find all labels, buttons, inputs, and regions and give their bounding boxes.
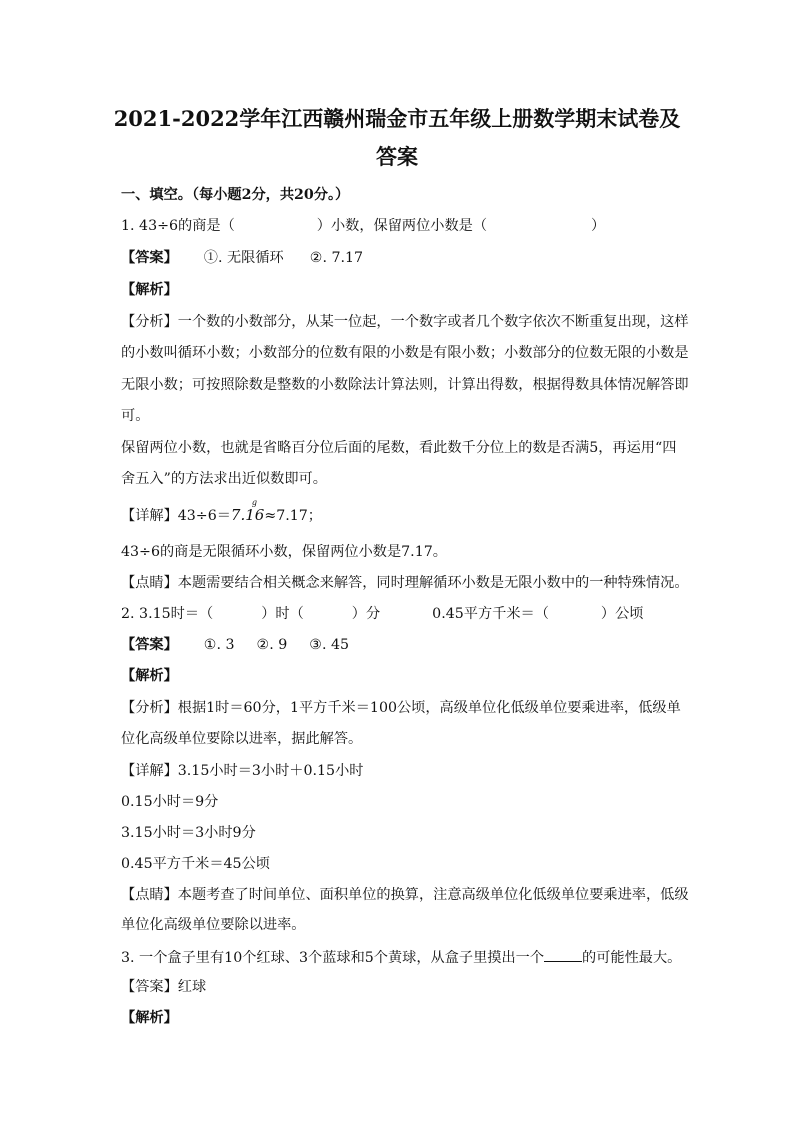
q1-detail-b: ≈7.17；: [264, 508, 322, 524]
q2-answer: [121, 638, 349, 652]
q3-analysis-tag: 【解析】: [121, 1010, 178, 1026]
q2-answer-tag: 【答案】: [121, 637, 178, 653]
repeating-decimal: [230, 498, 265, 524]
q2-dianjing-2: 单位化高级单位要除以进率。: [121, 917, 306, 933]
q2-stem-b: ）时（: [261, 606, 304, 622]
q1-dianjing: 【点睛】本题需要结合相关概念来解答，同时理解循环小数是无限小数中的一种特殊情况。: [121, 575, 689, 591]
q2-stem-e: ）公顷: [600, 606, 644, 622]
q2-fenxi-1: 【分析】根据1时＝60分，1平方千米＝100公顷，高级单位化低级单位要乘进率，低级单: [121, 700, 681, 716]
doc-title-line-2: 答案: [376, 144, 418, 169]
q2-stem-c: ）分: [351, 606, 381, 622]
q1-stem-c: ）: [591, 218, 606, 234]
q1-answer-tag: 【答案】: [121, 250, 178, 266]
q1-fenxi-6: 舍五入”的方法求出近似数即可。: [121, 471, 327, 487]
q3-answer: 【答案】红球: [121, 979, 207, 995]
q2-detail-4: 0.45平方千米＝45公顷: [121, 856, 270, 872]
q1-analysis-tag: 【解析】: [121, 282, 178, 298]
q1-stem: [121, 219, 605, 233]
q2-dianjing-1: 【点睛】本题考查了时间单位、面积单位的换算，注意高级单位化低级单位要乘进率，低级: [121, 887, 689, 903]
section-heading: 一、填空。（每小题2分，共20分。）: [121, 187, 350, 203]
q2-stem-a: 2. 3.15时＝（: [121, 606, 214, 622]
q1-fenxi-2: 的小数叫循环小数；小数部分的位数有限的小数是有限小数；小数部分的位数无限的小数是: [121, 345, 689, 361]
q3-answer-blank: [544, 949, 582, 962]
q1-fenxi-5: 保留两位小数，也就是省略百分位后面的尾数，看此数千分位上的数是否满5，再运用“四: [121, 440, 677, 456]
q2-stem-d: 0.45平方千米＝（: [432, 606, 549, 622]
q1-fenxi-1: 【分析】一个数的小数部分，从某一位起，一个数字或者几个数字依次不断重复出现，这样: [121, 314, 689, 330]
q2-answer-3: ③. 45: [309, 637, 350, 653]
q1-answer: [121, 251, 363, 265]
q2-stem: [121, 607, 643, 621]
q2-fenxi-2: 位化高级单位要除以进率，据此解答。: [121, 731, 363, 747]
q2-answer-1: ①. 3: [203, 637, 235, 653]
q1-answer-1: ①. 无限循环: [203, 250, 284, 266]
q1-stem-a: 1. 43÷6的商是（: [121, 218, 235, 234]
q1-fenxi-4: 可。: [121, 408, 150, 424]
repeating-dot-mark: g: [251, 498, 258, 507]
q1-detail-a: 【详解】43÷6＝: [121, 508, 231, 524]
q1-detail-2: 43÷6的商是无限循环小数，保留两位小数是7.17。: [121, 544, 447, 560]
doc-title-line-1: 2021-2022学年江西赣州瑞金市五年级上册数学期末试卷及: [113, 106, 681, 131]
q3-stem: [121, 949, 681, 965]
q2-analysis-tag: 【解析】: [121, 668, 178, 684]
q2-answer-2: ②. 9: [256, 637, 288, 653]
q3-stem-b: 的可能性最大。: [582, 950, 682, 966]
q1-fenxi-3: 无限小数；可按照除数是整数的小数除法计算法则，计算出得数，根据得数具体情况解答即: [121, 377, 689, 393]
q3-stem-a: 3. 一个盒子里有10个红球、3个蓝球和5个黄球，从盒子里摸出一个: [121, 950, 545, 966]
q1-answer-2: ②. 7.17: [309, 250, 364, 266]
q1-detail-1: [121, 498, 322, 524]
q2-detail-1: 【详解】3.15小时＝3小时＋0.15小时: [121, 763, 364, 779]
repeating-decimal-digits: 7.16: [230, 506, 265, 524]
q1-stem-b: ）小数，保留两位小数是（: [316, 218, 488, 234]
q2-detail-2: 0.15小时＝9分: [121, 794, 219, 810]
q2-detail-3: 3.15小时＝3小时9分: [121, 825, 256, 841]
